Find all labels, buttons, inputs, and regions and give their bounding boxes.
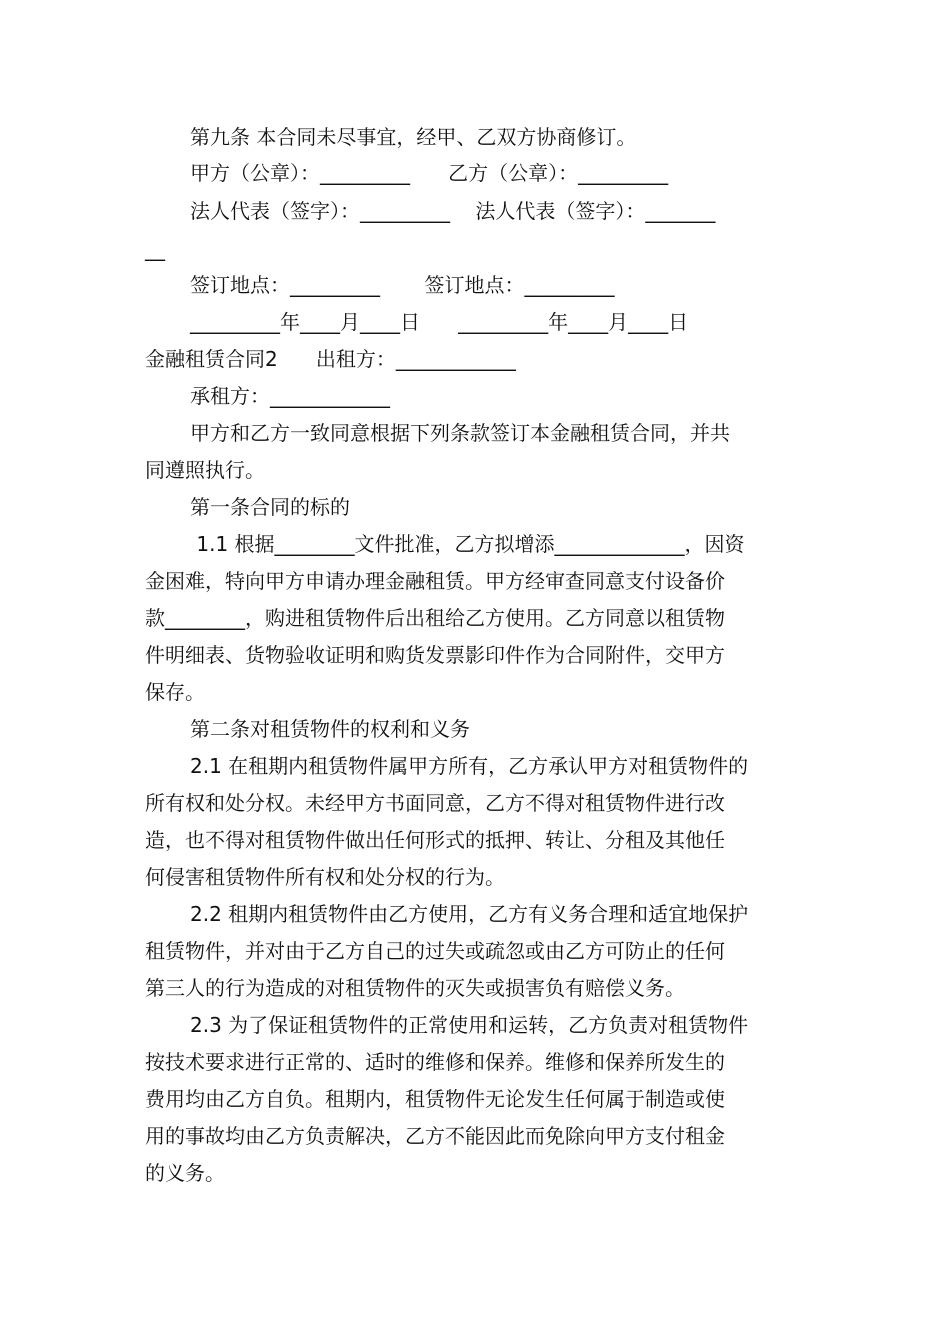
clause-2-3-line-4: 用的事故均由乙方负责解决，乙方不能因此而免除向甲方支付租金 — [145, 1124, 725, 1148]
signing-place-line: 签订地点：_________ 签订地点：_________ — [190, 273, 615, 297]
clause-2-2-line-1: 2.2 租期内租赁物件由乙方使用，乙方有义务合理和适宜地保护 — [190, 902, 749, 926]
article-1-heading: 第一条合同的标的 — [190, 495, 350, 519]
agreement-intro-cont: 同遵照执行。 — [145, 458, 265, 482]
article-2-heading: 第二条对租赁物件的权利和义务 — [190, 717, 470, 741]
clause-1-1-line-2: 金困难，特向甲方申请办理金融租赁。甲方经审查同意支付设备价 — [145, 569, 725, 593]
clause-1-1-line-1: 1.1 根据________文件批准，乙方拟增添_____________，因资 — [190, 532, 745, 556]
contract-title-lessor: 金融租赁合同2 出租方：____________ — [145, 347, 516, 371]
clause-2-1-line-3: 造，也不得对租赁物件做出任何形式的抵押、转让、分租及其他任 — [145, 828, 725, 852]
clause-1-1-line-3: 款________，购进租赁物件后出租给乙方使用。乙方同意以租赁物 — [145, 606, 725, 630]
date-line: _________年____月____日 _________年____月____日 — [190, 310, 689, 334]
clause-2-3-line-1: 2.3 为了保证租赁物件的正常使用和运转，乙方负责对租赁物件 — [190, 1013, 749, 1037]
clause-2-2-line-3: 第三人的行为造成的对租赁物件的灭失或损害负有赔偿义务。 — [145, 976, 685, 1000]
clause-1-1-line-4: 件明细表、货物验收证明和购货发票影印件作为合同附件，交甲方 — [145, 643, 725, 667]
clause-2-3-line-2: 按技术要求进行正常的、适时的维修和保养。维修和保养所发生的 — [145, 1050, 725, 1074]
clause-2-1-line-2: 所有权和处分权。未经甲方书面同意，乙方不得对租赁物件进行改 — [145, 791, 725, 815]
legal-rep-signature-line: 法人代表（签字）：_________ 法人代表（签字）：_______ — [190, 199, 716, 223]
article-9-text: 第九条 本合同未尽事宜，经甲、乙双方协商修订。 — [190, 125, 637, 149]
lessee-line: 承租方：____________ — [190, 384, 390, 408]
clause-2-3-line-3: 费用均由乙方自负。租期内，租赁物件无论发生任何属于制造或使 — [145, 1087, 725, 1111]
clause-1-1-line-5: 保存。 — [145, 680, 205, 704]
agreement-intro: 甲方和乙方一致同意根据下列条款签订本金融租赁合同，并共 — [190, 421, 730, 445]
clause-2-1-line-1: 2.1 在租期内租赁物件属甲方所有，乙方承认甲方对租赁物件的 — [190, 754, 749, 778]
clause-2-2-line-2: 租赁物件，并对由于乙方自己的过失或疏忽或由乙方可防止的任何 — [145, 939, 725, 963]
signature-line-overflow: __ — [145, 237, 165, 261]
clause-2-1-line-4: 何侵害租赁物件所有权和处分权的行为。 — [145, 865, 505, 889]
clause-2-3-line-5: 的义务。 — [145, 1161, 225, 1185]
party-seal-line: 甲方（公章）：_________ 乙方（公章）：_________ — [190, 161, 669, 185]
